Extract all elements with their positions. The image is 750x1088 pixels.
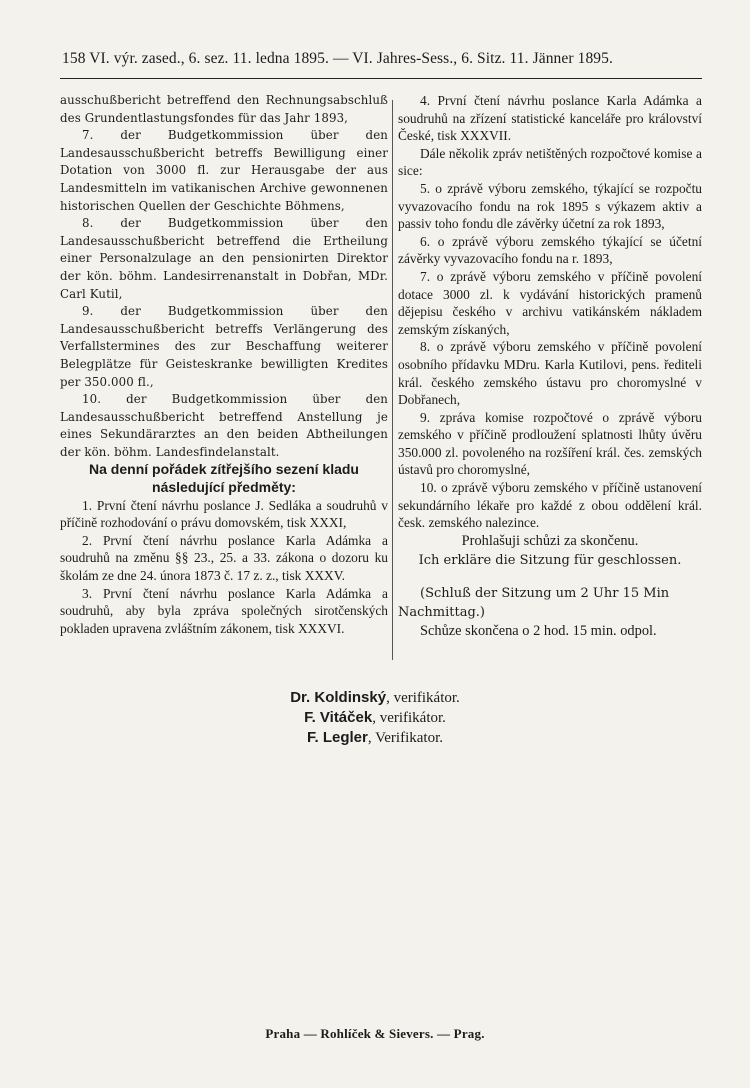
czech-paragraph: 4. První čtení návrhu poslance Karla Adámka a soudruhů na zřízení statistické kanceláře pro království České, tisk XXXVII. [398,93,702,144]
verifier-line [0,688,750,708]
czech-paragraph: 6. o zprávě výboru zemského týkající se účetní závěrky vyvazovacího fondu na r. 1893, [398,233,702,267]
header-rule [60,78,702,79]
verifier-name: Dr. Koldinský [290,689,387,706]
czech-paragraph: 9. zpráva komise rozpočtové o zprávě výboru zemského v příčině prodloužení splatnosti lhůty úvěru 350.000 zl. povoleného na rozšíření král. čes. zemských ústavů pro choromyslné, [398,409,702,478]
czech-paragraph: 1. První čtení návrhu poslance J. Sedláka a soudruhů v příčině rozhodování o právu domovském, tisk XXXI, [60,497,388,531]
german-paragraph: 7. der Budgetkommission über den Landesausschußbericht betreffs Bewilligung einer Dotation von 3000 fl. zur Herausgabe der aus Landesmitteln im vatikanischen Archive gewonnenen historischen Quellen der Geschichte Böhmens, [60,128,388,213]
german-paragraph: 10. der Budgetkommission über den Landesausschußbericht betreffend Anstellung je eines Sekundärarztes an den beiden Abtheilungen der kön. böhm. Landesfindelanstalt. [60,392,388,459]
czech-paragraph: 5. o zprávě výboru zemského, týkající se rozpočtu vyvazovacího fondu na rok 1895 s výkazem aktiv a passiv toho fondu dle závěrky účetní za rok 1893, [398,180,702,232]
verifier-line [0,708,750,728]
closing-german: Ich erkläre die Sitzung für geschlossen. [418,552,682,568]
german-paragraph: 9. der Budgetkommission über den Landesausschußbericht betreffs Verlängerung des Verfallstermines des zur Beschaffung weiterer Belegplätze für Geisteskranke bewilligten Kredites per 350.000 fl., [60,304,388,389]
czech-paragraph: 7. o zprávě výboru zemského v příčině povolení dotace 3000 zl. k vydávání historických pramenů dějepisu českého v archivu vatikánském nákladem zemským získaných, [398,268,702,337]
verifier-name: F. Legler [307,729,368,746]
verifier-role: , verifikátor. [372,710,446,726]
czech-paragraph: 8. o zprávě výboru zemského v příčině povolení osobního přídavku MDru. Karla Kutilovi, pens. řediteli král. českého zemského ústavu pro choromyslné v Dobřanech, [398,339,702,408]
session-end-german: (Schluß der Sitzung um 2 Uhr 15 Min Nachmittag.) [398,585,670,620]
printer-imprint: Praha — Rohlíček & Sievers. — Prag. [265,1026,485,1041]
closing-czech: Prohlašuji schůzi za skončenu. [461,532,639,549]
session-end-czech: Schůze skončena o 2 hod. 15 min. odpol. [420,622,657,639]
right-column [398,92,702,641]
running-head: 158 VI. výr. zased., 6. sez. 11. ledna 1895. — VI. Jahres-Sess., 6. Sitz. 11. Jänner 1895. [62,50,613,67]
german-paragraph: 8. der Budgetkommission über den Landesausschußbericht betreffend die Ertheilung einer Personalzulage an den pensionirten Direktor der kön. böhm. Landesirrenanstalt in Dobřan, MDr. Carl Kutil, [60,216,388,301]
verifier-role: , verifikátor. [386,690,460,706]
czech-paragraph: Dále několik zpráv netištěných rozpočtové komise a sice: [398,145,702,179]
agenda-heading: Na denní pořádek zítřejšího sezení kladu následující předměty: [89,461,359,496]
verification-block [0,688,750,748]
german-paragraph: ausschußbericht betreffend den Rechnungsabschluß des Grundentlastungsfondes für das Jahr 1893, [60,93,388,125]
verifier-line [0,728,750,748]
czech-paragraph: 2. První čtení návrhu poslance Karla Adámka a soudruhů na změnu §§ 23., 25. a 33. zákona o dozoru ku školám ze dne 24. února 1873 č. 17 z. z., tisk XXXV. [60,532,388,584]
left-column [60,92,388,637]
column-divider [392,100,393,660]
czech-paragraph: 3. První čtení návrhu poslance Karla Adámka a soudruhů, aby byla zpráva společných sirotčenských pokladen upravena zvláštním zákonem, tisk XXXVI. [60,585,388,636]
verifier-name: F. Vitáček [304,709,373,726]
verifier-role: , Verifikator. [367,730,443,746]
czech-paragraph: 10. o zprávě výboru zemského v příčině ustanovení sekundárního lékaře pro každé z obou oddělení král. česk. zemského nalezince. [398,480,702,531]
